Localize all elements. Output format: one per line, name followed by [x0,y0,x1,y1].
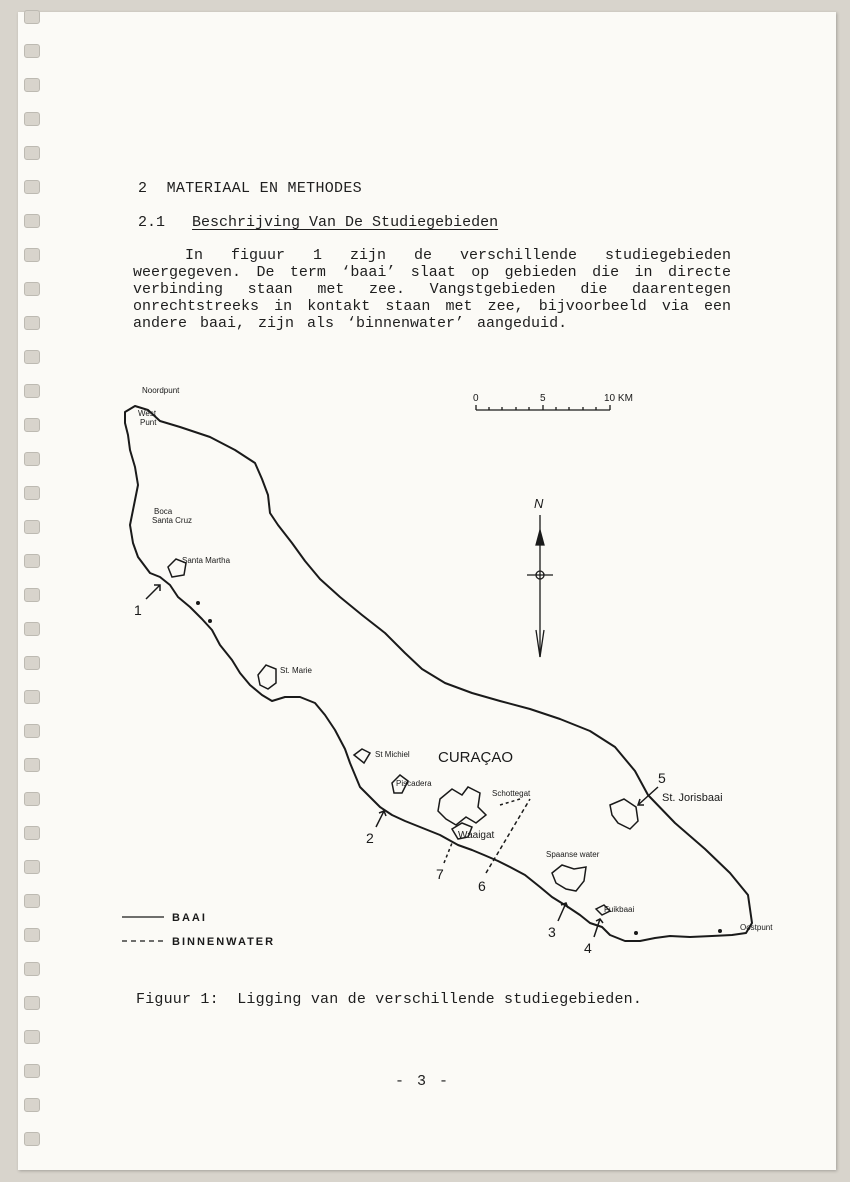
subsection-heading [138,214,498,231]
label-oostpunt: Oostpunt [740,923,773,932]
label-curacao: CURAÇAO [438,749,514,766]
label-boca-1: Boca [154,507,173,516]
section-title: MATERIAAL EN METHODES [166,180,362,197]
label-schottegat: Schottegat [492,789,531,798]
north-arrow-icon [527,515,553,657]
bay-st-marie [258,665,276,689]
label-piscadera: Piscadera [396,779,432,788]
label-noordpunt: Noordpunt [142,386,180,395]
site-number-3: 3 [548,924,556,940]
arrow-1 [146,585,160,599]
island-outline [125,406,752,941]
label-st-michiel: St Michiel [375,750,410,759]
label-st-marie: St. Marie [280,666,313,675]
arrow-7 [444,843,452,863]
label-spaanse-water: Spaanse water [546,850,600,859]
bay-st-jorisbaai [610,799,638,829]
scale-label-10: 10 KM [604,393,633,404]
site-number-1: 1 [134,602,142,618]
subsection-number: 2.1 [138,214,166,231]
site-number-6: 6 [478,878,486,894]
bay-st-michiel [354,749,370,763]
scale-label-5: 5 [540,393,546,404]
label-fuikbaai: Fuikbaai [604,905,635,914]
arrow-2 [376,811,386,827]
pointer-6b [500,799,520,805]
curacao-map [100,375,800,975]
figure-caption: Figuur 1: Ligging van de verschillende studiegebieden. [136,991,643,1008]
intro-paragraph: In figuur 1 zijn de verschillende studiegebieden weergegeven. De term ‘baai’ slaat op gebieden die in directe verbinding staan met zee. Vangstgebieden die daarentegen onrechtstreeks in kontakt staan met zee, bijvoorbeeld via een andere baai, zijn als ‘binnenwater’ aangeduid. [133,247,731,332]
site-number-4: 4 [584,940,592,956]
label-boca-2: Santa Cruz [152,516,193,525]
legend-binnenwater: BINNENWATER [172,936,276,948]
label-st-jorisbaai: St. Jorisbaai [662,792,723,804]
section-heading [138,180,362,197]
site-number-7: 7 [436,866,444,882]
label-waaigat: Waaigat [458,830,495,841]
label-santa-martha: Santa Martha [182,556,231,565]
page-number: - 3 - [395,1073,451,1090]
site-number-2: 2 [366,830,374,846]
label-westpunt-1: West [138,409,157,418]
bay-schottegat [438,787,486,825]
label-westpunt-2: Punt [140,418,157,427]
spiral-binding [24,10,40,1160]
north-label: N [534,496,544,511]
bay-spaanse-water [552,865,586,891]
subsection-title: Beschrijving Van De Studiegebieden [192,214,499,231]
site-number-5: 5 [658,770,666,786]
legend-baai: BAAI [172,912,207,924]
section-number: 2 [138,180,148,197]
arrow-3 [558,903,568,921]
scale-label-0: 0 [473,393,479,404]
scale-bar [476,405,610,410]
